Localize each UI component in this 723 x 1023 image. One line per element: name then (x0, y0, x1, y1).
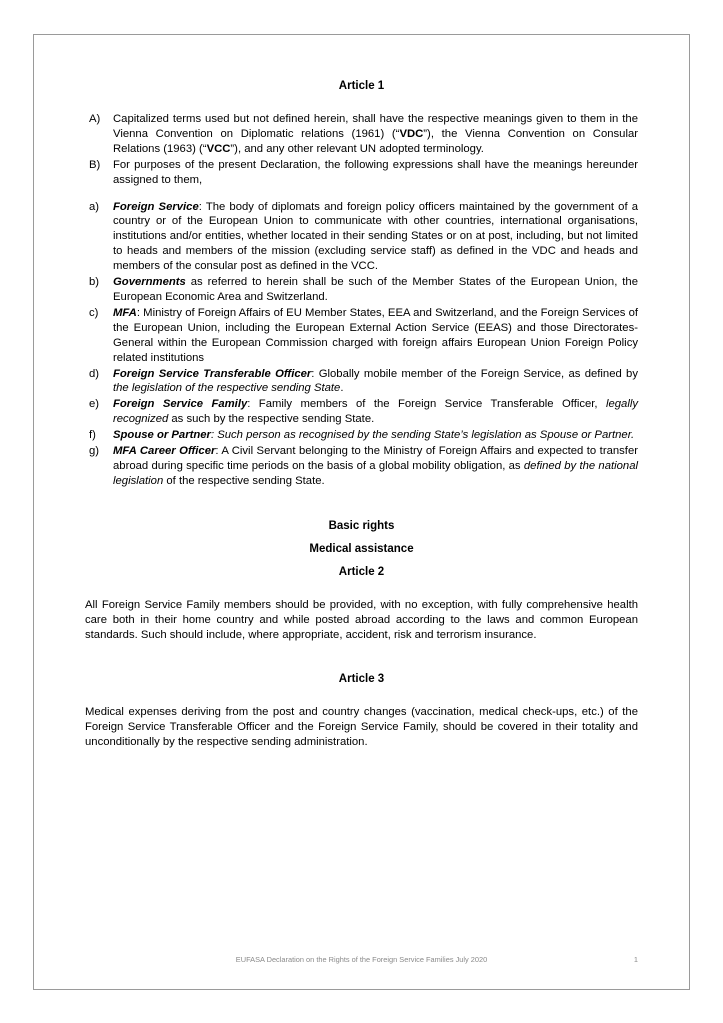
medical-assistance-heading: Medical assistance (309, 542, 414, 555)
clause-text-segment: the legislation of the respective sending State (113, 382, 341, 395)
document-content (85, 80, 638, 751)
clause-text-segment: Capitalized terms used but not defined herein, shall have the respective meanings given to them in the Vienna Convention on Diplomatic relations (1961) (“ (113, 113, 638, 140)
clause-item (85, 397, 638, 427)
clause-text-segment: : A Civil Servant belonging to the Ministry of Foreign Affairs and expected to transfer abroad during specific time periods on the basis of a global mobility obligation, as (113, 445, 638, 472)
clause-text-segment: : Globally mobile member of the Foreign Service, as defined by (311, 367, 638, 380)
clause-text-segment: . (340, 382, 344, 395)
clause-item (85, 112, 638, 157)
clause-text-segment: : Family members of the Foreign Service Transferable Officer, (247, 398, 606, 411)
clause-text-segment: VCC (206, 142, 231, 155)
clause-text-segment: ”), the Vienna Convention on Consular Relations (1963) (“ (113, 127, 638, 155)
clause-text-segment: VDC (399, 127, 424, 140)
clause-text (113, 444, 638, 489)
clause-text-segment: : Such person as recognised by the sending State’s legislation as Spouse or Partner. (210, 429, 635, 442)
clause-text-segment: as such by the respective sending State. (168, 413, 375, 426)
clause-marker: g) (89, 445, 100, 458)
page-footer (85, 955, 638, 964)
clause-item (85, 158, 638, 188)
clause-text (113, 397, 638, 427)
clause-marker: B) (89, 158, 101, 171)
clause-marker: f) (89, 429, 96, 442)
clause-marker: d) (89, 367, 100, 380)
clause-text (113, 306, 638, 366)
clause-item (85, 200, 638, 275)
clause-list-lower (85, 200, 638, 489)
clause-text (113, 275, 638, 305)
clause-text (113, 367, 638, 397)
article-2-title: Article 2 (338, 565, 385, 578)
clause-text-segment: MFA Career Officer (113, 445, 216, 458)
clause-text (113, 428, 638, 443)
clause-text (113, 200, 638, 275)
clause-text-segment: Foreign Service Transferable Officer (113, 367, 312, 380)
clause-marker: A) (89, 113, 101, 125)
clause-text-segment: ”), and any other relevant UN adopted terminology. (230, 142, 484, 155)
clause-text-segment: : The body of diplomats and foreign policy officers maintained by the government of a country or of the European Union to communicate with other countries, international organisations, institutions and/or entities, whether located in their sending States or on at post, including, but not limited to heads and members of the mission (excluding service staff) as defined in the VDC and heads and members of the consular post as defined in the VCC. (113, 200, 638, 273)
clause-item (85, 306, 638, 366)
clause-text (113, 158, 638, 188)
clause-item (85, 275, 638, 305)
clause-text-segment: defined by the national legislation (113, 459, 639, 487)
clause-text-segment: Foreign Service Family (113, 398, 248, 411)
clause-text (113, 112, 638, 157)
clause-text-segment: Spouse or Partner (113, 429, 211, 442)
clause-text-segment: For purposes of the present Declaration, the following expressions shall have the meanings hereunder assigned to them, (113, 158, 638, 186)
clause-text-segment: Governments (113, 276, 186, 289)
article-3-body: Medical expenses deriving from the post and country changes (vaccination, medical check-ups, etc.) of the Foreign Service Transferable Officer and the Foreign Service Family, should be covered in their totality and unconditionally by the respective sending administration. (85, 706, 638, 749)
clause-text-segment: : Ministry of Foreign Affairs of EU Member States, EEA and Switzerland, and the Foreign Services of the European Union, including the European External Action Service (EEAS) and those Directorates-General within the European Commission charged with foreign affairs European Union Foreign Policy related institutions (113, 306, 638, 364)
clause-marker: b) (89, 276, 100, 289)
clause-item (85, 367, 638, 397)
clause-item (85, 428, 638, 443)
clause-text-segment: of the respective sending State. (163, 474, 325, 487)
article-1-title: Article 1 (338, 80, 385, 92)
clause-text-segment: Foreign Service (113, 200, 199, 213)
article-2-body: All Foreign Service Family members should be provided, with no exception, with fully comprehensive health care both in their home country and while posted abroad according to the laws and common European standards. Such should include, where appropriate, accident, risk and terrorism insurance. (85, 598, 638, 641)
clause-item (85, 444, 638, 489)
clause-text-segment: as referred to herein shall be such of the Member States of the European Union, the European Economic Area and Switzerland. (113, 276, 638, 303)
clause-marker: c) (89, 306, 99, 319)
clause-list-upper (85, 112, 638, 188)
footer-text: EUFASA Declaration on the Rights of the Foreign Service Families July 2020 (235, 955, 488, 964)
basic-rights-heading: Basic rights (328, 519, 395, 532)
footer-page-number: 1 (633, 955, 638, 964)
article-3-title: Article 3 (338, 673, 385, 686)
clause-marker: a) (89, 200, 100, 213)
clause-marker: e) (89, 398, 100, 411)
clause-text-segment: MFA (113, 306, 137, 319)
clause-text-segment: legally recognized (113, 398, 638, 426)
